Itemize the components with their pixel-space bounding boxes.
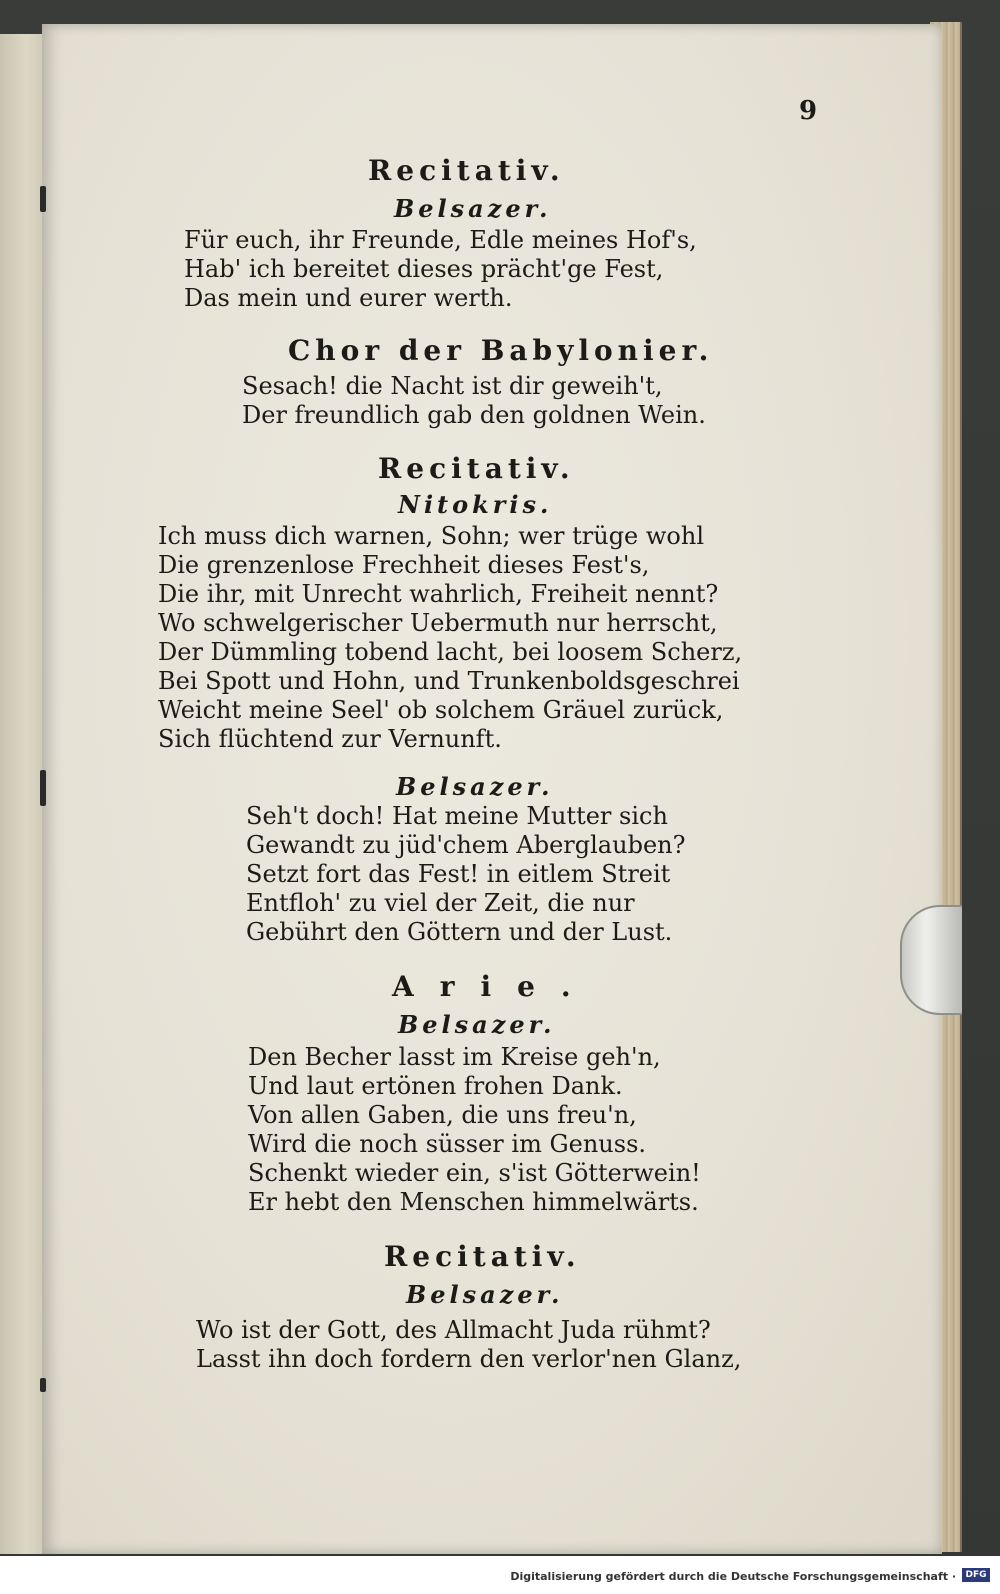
verse-line: Und laut ertönen frohen Dank. — [248, 1072, 623, 1100]
verse-line: Die grenzenlose Frechheit dieses Fest's, — [158, 551, 650, 579]
verse-line: Gewandt zu jüd'chem Aberglauben? — [246, 831, 686, 859]
verse-line: Lasst ihn doch fordern den verlor'nen Glanz, — [196, 1345, 742, 1373]
verse-line: Sesach! die Nacht ist dir geweih't, — [242, 372, 663, 400]
dfg-logo: DFG — [962, 1568, 990, 1582]
verse-line: Setzt fort das Fest! in eitlem Streit — [246, 860, 671, 888]
section-heading: Arie. — [392, 970, 597, 1003]
speaker-name: Belsazer. — [406, 1280, 564, 1309]
verse-line: Wo ist der Gott, des Allmacht Juda rühmt? — [196, 1316, 711, 1344]
verse-line: Der freundlich gab den goldnen Wein. — [242, 401, 706, 429]
verse-line: Schenkt wieder ein, s'ist Götterwein! — [248, 1159, 701, 1187]
speaker-name: Belsazer. — [396, 772, 554, 801]
footer-credit: Digitalisierung gefördert durch die Deutsche Forschungsgemeinschaft · — [510, 1570, 956, 1583]
page-number: 9 — [799, 96, 818, 126]
speaker-name: Belsazer. — [394, 194, 552, 223]
verse-line: Sich flüchtend zur Vernunft. — [158, 725, 502, 753]
speaker-name: Nitokris. — [398, 490, 553, 519]
verse-line: Hab' ich bereitet dieses prächt'ge Fest, — [184, 255, 664, 283]
digitization-footer — [0, 1556, 1000, 1594]
section-heading: Recitativ. — [378, 452, 575, 485]
verse-line: Entfloh' zu viel der Zeit, die nur — [246, 889, 635, 917]
verse-line: Wird die noch süsser im Genuss. — [248, 1130, 647, 1158]
section-heading: Recitativ. — [384, 1240, 581, 1273]
section-heading: Chor der Babylonier. — [288, 334, 714, 367]
verse-line: Für euch, ihr Freunde, Edle meines Hof's, — [184, 226, 697, 254]
verse-line: Er hebt den Menschen himmelwärts. — [248, 1188, 699, 1216]
section-heading: Recitativ. — [368, 154, 565, 187]
speaker-name: Belsazer. — [398, 1010, 556, 1039]
verse-line: Das mein und eurer werth. — [184, 284, 513, 312]
verse-line: Wo schwelgerischer Uebermuth nur herrscht, — [158, 609, 718, 637]
verse-line: Seh't doch! Hat meine Mutter sich — [246, 802, 668, 830]
verse-line: Bei Spott und Hohn, und Trunkenboldsgeschrei — [158, 667, 740, 695]
verse-line: Von allen Gaben, die uns freu'n, — [248, 1101, 637, 1129]
verse-line: Gebührt den Göttern und der Lust. — [246, 918, 673, 946]
verse-line: Die ihr, mit Unrecht wahrlich, Freiheit nennt? — [158, 580, 719, 608]
verse-line: Weicht meine Seel' ob solchem Gräuel zurück, — [158, 696, 724, 724]
verse-line: Den Becher lasst im Kreise geh'n, — [248, 1043, 661, 1071]
verse-line: Ich muss dich warnen, Sohn; wer trüge wohl — [158, 522, 705, 550]
verse-line: Der Dümmling tobend lacht, bei loosem Scherz, — [158, 638, 743, 666]
